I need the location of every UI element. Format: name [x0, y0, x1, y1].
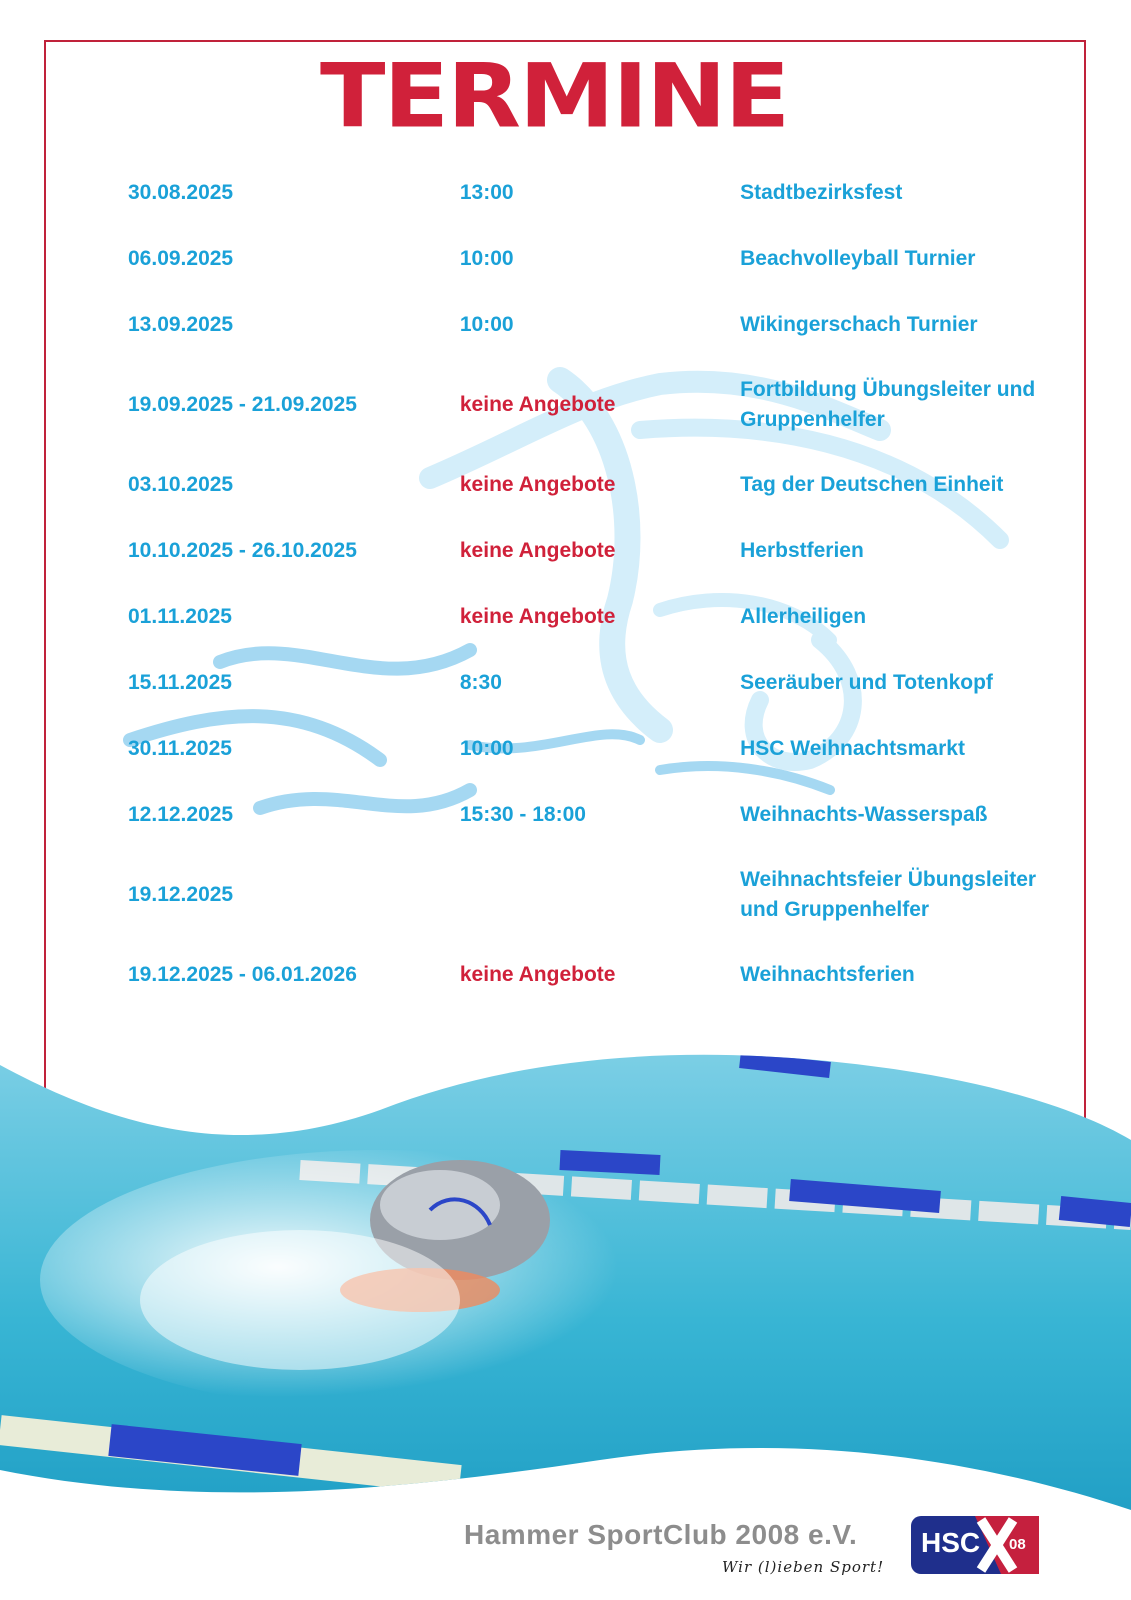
event-title: Herbstferien: [740, 539, 864, 562]
event-row: [128, 160, 1068, 226]
event-date: 19.09.2025 - 21.09.2025: [128, 393, 357, 416]
event-date: 19.12.2025: [128, 883, 234, 906]
event-title: Weihnachtsferien: [740, 963, 915, 986]
event-time: 10:00: [459, 313, 514, 336]
event-date: 30.08.2025: [128, 181, 234, 204]
event-time: keine Angebote: [459, 393, 616, 416]
event-row: [128, 942, 1068, 1008]
hsc-logo-icon: [911, 1516, 1039, 1574]
page-title: TERMINE: [320, 44, 789, 148]
event-date: 12.12.2025: [128, 803, 234, 826]
event-row: [128, 518, 1068, 584]
event-row: [128, 584, 1068, 650]
event-row: [128, 848, 1068, 942]
event-row: [128, 226, 1068, 292]
event-time: keine Angebote: [459, 539, 616, 562]
event-date: 03.10.2025: [128, 473, 234, 496]
event-time: keine Angebote: [459, 963, 616, 986]
event-row: [128, 782, 1068, 848]
event-time: 10:00: [459, 247, 514, 270]
event-title: Tag der Deutschen Einheit: [740, 473, 1004, 496]
event-date: 06.09.2025: [128, 247, 234, 270]
event-date: 30.11.2025: [128, 737, 232, 760]
event-time: 15:30 - 18:00: [459, 803, 586, 826]
event-time: keine Angebote: [459, 605, 616, 628]
event-time: 13:00: [459, 181, 514, 204]
event-row: [128, 716, 1068, 782]
logo-text: HSC: [921, 1527, 981, 1558]
event-title: Beachvolleyball Turnier: [740, 247, 976, 270]
event-row: [128, 650, 1068, 716]
event-row: [128, 452, 1068, 518]
event-date: 13.09.2025: [128, 313, 234, 336]
event-title: Seeräuber und Totenkopf: [740, 671, 993, 694]
event-title: Wikingerschach Turnier: [740, 313, 978, 336]
event-title: Fortbildung Übungsleiter und Gruppenhelfer: [740, 378, 1036, 431]
event-title: HSC Weihnachtsmarkt: [740, 737, 965, 760]
event-date: 01.11.2025: [128, 605, 232, 628]
event-date: 10.10.2025 - 26.10.2025: [128, 539, 357, 562]
event-title: Stadtbezirksfest: [740, 181, 903, 204]
event-time: 10:00: [459, 737, 514, 760]
event-title: Weihnachts-Wasserspaß: [740, 803, 988, 826]
event-date: 15.11.2025: [128, 671, 232, 694]
event-title: Allerheiligen: [740, 605, 867, 628]
event-title: Weihnachtsfeier Übungsleiter und Gruppenhelfer: [740, 868, 1037, 921]
event-date: 19.12.2025 - 06.01.2026: [128, 963, 357, 986]
event-list: [128, 160, 1068, 1008]
club-slogan: Wir (l)ieben Sport!: [722, 1558, 885, 1576]
logo-sub: 08: [1009, 1536, 1026, 1553]
event-time: keine Angebote: [459, 473, 616, 496]
event-row: [128, 358, 1068, 452]
club-name: Hammer SportClub 2008 e.V.: [464, 1519, 858, 1550]
event-time: 8:30: [459, 671, 502, 694]
event-row: [128, 292, 1068, 358]
